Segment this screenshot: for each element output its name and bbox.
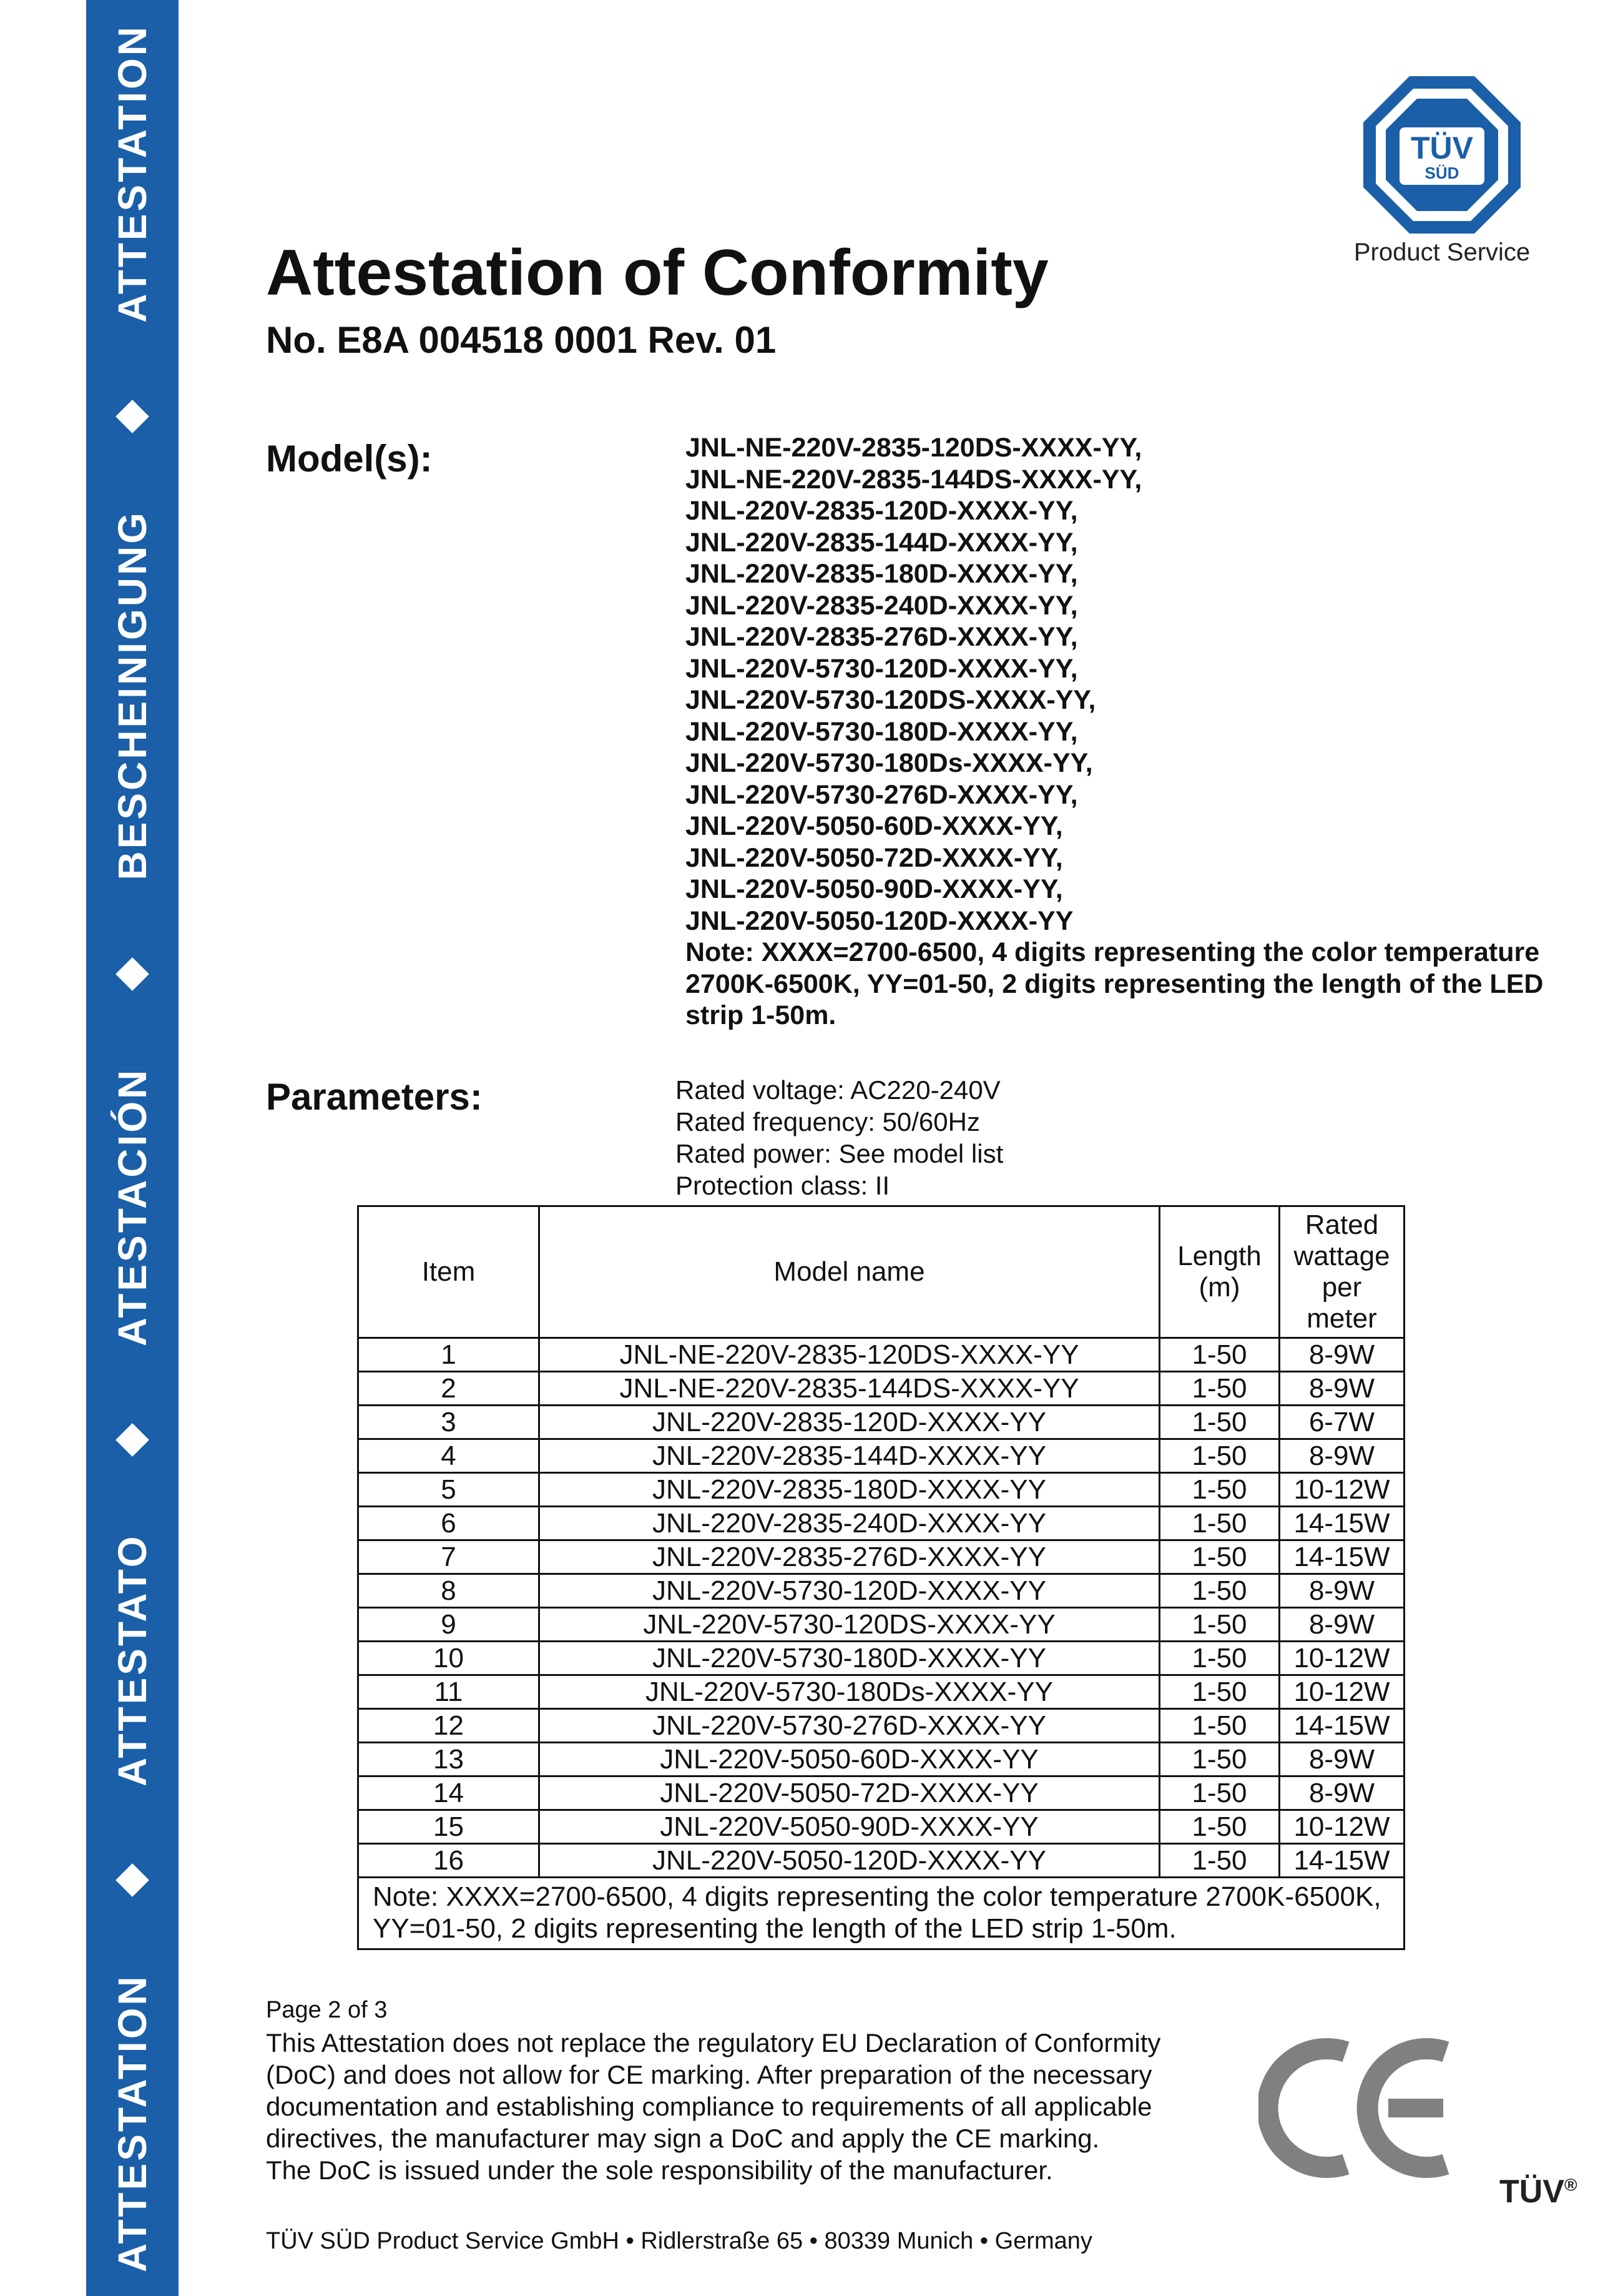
table-row	[358, 1439, 1405, 1473]
models-note: Note: XXXX=2700-6500, 4 digits representing the color temperature 2700K-6500K, YY=01-50, 2 digits representing the length of the LED strip 1-50m.	[685, 937, 1544, 1030]
item-cell: 3	[358, 1406, 539, 1439]
model-line: JNL-220V-5730-180Ds-XXXX-YY,	[685, 748, 1093, 778]
length-cell: 1-50	[1160, 1608, 1280, 1642]
item-cell: 5	[358, 1473, 539, 1507]
model-name-cell: JNL-220V-2835-180D-XXXX-YY	[539, 1473, 1160, 1507]
wattage-cell: 8-9W	[1280, 1743, 1405, 1776]
item-cell: 10	[358, 1642, 539, 1675]
model-line: JNL-NE-220V-2835-144DS-XXXX-YY,	[685, 464, 1142, 495]
model-line: JNL-220V-2835-144D-XXXX-YY,	[685, 527, 1078, 558]
model-name-cell: JNL-NE-220V-2835-120DS-XXXX-YY	[539, 1338, 1160, 1372]
model-name-cell: JNL-220V-2835-144D-XXXX-YY	[539, 1439, 1160, 1473]
length-cell: 1-50	[1160, 1507, 1280, 1540]
model-line: JNL-220V-2835-120D-XXXX-YY,	[685, 496, 1078, 526]
length-header-line: (m)	[1199, 1272, 1240, 1303]
length-cell: 1-50	[1160, 1574, 1280, 1608]
disclaimer-line: directives, the manufacturer may sign a DoC and apply the CE marking.	[266, 2124, 1100, 2153]
item-cell: 6	[358, 1507, 539, 1540]
document-number: No. E8A 004518 0001 Rev. 01	[266, 319, 777, 361]
length-cell: 1-50	[1160, 1372, 1280, 1406]
logo-sub-text: SÜD	[1424, 164, 1459, 182]
wattage-header-line: Rated	[1305, 1210, 1379, 1240]
diamond-icon	[115, 957, 149, 990]
item-cell: 2	[358, 1372, 539, 1406]
table-row	[358, 1743, 1405, 1776]
item-cell: 1	[358, 1338, 539, 1372]
model-line: JNL-220V-5730-276D-XXXX-YY,	[685, 779, 1078, 810]
table-note-row	[358, 1878, 1405, 1949]
table-row	[358, 1372, 1405, 1406]
models-label: Model(s):	[266, 438, 433, 480]
parameter-line: Rated frequency: 50/60Hz	[675, 1107, 980, 1136]
model-name-cell: JNL-220V-5730-180D-XXXX-YY	[539, 1642, 1160, 1675]
model-name-header: Model name	[539, 1206, 1160, 1338]
length-cell: 1-50	[1160, 1406, 1280, 1439]
wattage-cell: 14-15W	[1280, 1844, 1405, 1878]
item-cell: 12	[358, 1709, 539, 1743]
table-row	[358, 1507, 1405, 1540]
tuv-small-text: TÜV	[1499, 2174, 1564, 2210]
wattage-cell: 14-15W	[1280, 1709, 1405, 1743]
wattage-cell: 10-12W	[1280, 1642, 1405, 1675]
table-row	[358, 1810, 1405, 1844]
parameter-line: Rated power: See model list	[675, 1139, 1004, 1168]
table-note: Note: XXXX=2700-6500, 4 digits representing the color temperature 2700K-6500K, YY=01-50, 2 digits representing the length of the LED strip 1-50m.	[358, 1878, 1405, 1949]
length-cell: 1-50	[1160, 1776, 1280, 1810]
length-cell: 1-50	[1160, 1338, 1280, 1372]
table-header-row	[358, 1206, 1405, 1338]
disclaimer	[266, 2027, 1240, 2186]
length-cell: 1-50	[1160, 1810, 1280, 1844]
table-row	[358, 1675, 1405, 1709]
document-title: Attestation of Conformity	[266, 237, 1049, 309]
table-row	[358, 1776, 1405, 1810]
wattage-header-line: per	[1321, 1272, 1362, 1303]
length-cell: 1-50	[1160, 1439, 1280, 1473]
wattage-cell: 8-9W	[1280, 1776, 1405, 1810]
parameters-label: Parameters:	[266, 1076, 483, 1118]
wattage-cell: 6-7W	[1280, 1406, 1405, 1439]
model-name-cell: JNL-220V-2835-276D-XXXX-YY	[539, 1540, 1160, 1574]
wattage-header-line: meter	[1307, 1303, 1377, 1334]
tuv-sud-logo-icon	[1361, 74, 1523, 236]
item-cell: 13	[358, 1743, 539, 1776]
table-row	[358, 1574, 1405, 1608]
wattage-cell: 10-12W	[1280, 1810, 1405, 1844]
diamond-icon	[115, 1863, 149, 1897]
wattage-cell: 10-12W	[1280, 1675, 1405, 1709]
length-header-line: Length	[1177, 1241, 1262, 1271]
model-name-cell: JNL-220V-2835-240D-XXXX-YY	[539, 1507, 1160, 1540]
model-line: JNL-220V-2835-276D-XXXX-YY,	[685, 622, 1078, 652]
banner-word: ATTESTATION	[110, 1973, 155, 2272]
table-row	[358, 1338, 1405, 1372]
item-cell: 11	[358, 1675, 539, 1709]
logo-brand-text: TÜV	[1411, 131, 1473, 165]
wattage-cell: 8-9W	[1280, 1439, 1405, 1473]
item-cell: 14	[358, 1776, 539, 1810]
wattage-cell: 10-12W	[1280, 1473, 1405, 1507]
length-cell: 1-50	[1160, 1709, 1280, 1743]
parameter-line: Rated voltage: AC220-240V	[675, 1075, 1001, 1105]
tuv-small-mark	[1499, 2173, 1577, 2210]
disclaimer-line: documentation and establishing compliance to requirements of all applicable	[266, 2092, 1152, 2121]
wattage-cell: 8-9W	[1280, 1372, 1405, 1406]
model-name-cell: JNL-220V-5050-72D-XXXX-YY	[539, 1776, 1160, 1810]
wattage-cell: 14-15W	[1280, 1507, 1405, 1540]
item-cell: 7	[358, 1540, 539, 1574]
side-banner-text	[86, 24, 179, 2272]
wattage-header-line: wattage	[1293, 1241, 1390, 1271]
ce-mark-icon	[1258, 2033, 1464, 2183]
registered-mark: ®	[1564, 2175, 1577, 2195]
item-cell: 4	[358, 1439, 539, 1473]
table-row	[358, 1608, 1405, 1642]
footer-address: TÜV SÜD Product Service GmbH • Ridlerstraße 65 • 80339 Munich • Germany	[266, 2228, 1092, 2254]
diamond-icon	[115, 399, 149, 433]
model-name-cell: JNL-220V-2835-120D-XXXX-YY	[539, 1406, 1160, 1439]
parameters-list	[675, 1074, 1003, 1201]
wattage-cell: 8-9W	[1280, 1338, 1405, 1372]
disclaimer-line: The DoC is issued under the sole responsibility of the manufacturer.	[266, 2156, 1053, 2185]
wattage-cell: 8-9W	[1280, 1574, 1405, 1608]
models-list	[685, 432, 1547, 1032]
wattage-header	[1280, 1206, 1405, 1338]
length-cell: 1-50	[1160, 1844, 1280, 1878]
model-line: JNL-220V-5730-120D-XXXX-YY,	[685, 653, 1078, 684]
logo-caption: Product Service	[1353, 239, 1531, 266]
length-cell: 1-50	[1160, 1473, 1280, 1507]
model-name-cell: JNL-220V-5730-120DS-XXXX-YY	[539, 1608, 1160, 1642]
table-row	[358, 1406, 1405, 1439]
table-row	[358, 1642, 1405, 1675]
table-body	[358, 1338, 1405, 1949]
wattage-cell: 8-9W	[1280, 1608, 1405, 1642]
item-cell: 16	[358, 1844, 539, 1878]
table-row	[358, 1709, 1405, 1743]
banner-word: ATTESTATION	[110, 24, 155, 323]
banner-word: ATTESTATO	[110, 1533, 155, 1786]
model-line: JNL-220V-5730-180D-XXXX-YY,	[685, 716, 1078, 747]
model-line: JNL-220V-5730-120DS-XXXX-YY,	[685, 685, 1096, 715]
length-cell: 1-50	[1160, 1675, 1280, 1709]
model-name-cell: JNL-220V-5050-90D-XXXX-YY	[539, 1810, 1160, 1844]
model-line: JNL-220V-5050-60D-XXXX-YY,	[685, 811, 1063, 841]
model-name-cell: JNL-NE-220V-2835-144DS-XXXX-YY	[539, 1372, 1160, 1406]
wattage-cell: 14-15W	[1280, 1540, 1405, 1574]
model-table	[357, 1205, 1405, 1950]
item-cell: 15	[358, 1810, 539, 1844]
model-line: JNL-220V-5050-72D-XXXX-YY,	[685, 842, 1063, 873]
model-name-cell: JNL-220V-5730-276D-XXXX-YY	[539, 1709, 1160, 1743]
length-cell: 1-50	[1160, 1743, 1280, 1776]
model-line: JNL-220V-2835-240D-XXXX-YY,	[685, 590, 1078, 621]
table-row	[358, 1540, 1405, 1574]
model-name-cell: JNL-220V-5050-60D-XXXX-YY	[539, 1743, 1160, 1776]
model-name-cell: JNL-220V-5730-120D-XXXX-YY	[539, 1574, 1160, 1608]
table-row	[358, 1473, 1405, 1507]
item-cell: 8	[358, 1574, 539, 1608]
disclaimer-line: This Attestation does not replace the regulatory EU Declaration of Conformity	[266, 2028, 1161, 2057]
table-row	[358, 1844, 1405, 1878]
length-header	[1160, 1206, 1280, 1338]
model-line: JNL-220V-5050-90D-XXXX-YY,	[685, 874, 1063, 904]
side-banner	[86, 0, 179, 2296]
model-line: JNL-220V-5050-120D-XXXX-YY	[685, 905, 1074, 936]
model-name-cell: JNL-220V-5050-120D-XXXX-YY	[539, 1844, 1160, 1878]
parameter-line: Protection class: II	[675, 1171, 890, 1200]
banner-word: BESCHEINIGUNG	[110, 510, 155, 880]
page-number: Page 2 of 3	[266, 1997, 388, 2023]
banner-word: ATESTACIÓN	[110, 1067, 155, 1346]
length-cell: 1-50	[1160, 1540, 1280, 1574]
model-line: JNL-NE-220V-2835-120DS-XXXX-YY,	[685, 433, 1142, 463]
item-cell: 9	[358, 1608, 539, 1642]
model-name-cell: JNL-220V-5730-180Ds-XXXX-YY	[539, 1675, 1160, 1709]
diamond-icon	[115, 1423, 149, 1457]
item-header: Item	[358, 1206, 539, 1338]
length-cell: 1-50	[1160, 1642, 1280, 1675]
model-line: JNL-220V-2835-180D-XXXX-YY,	[685, 559, 1078, 589]
disclaimer-line: (DoC) and does not allow for CE marking. After preparation of the necessary	[266, 2060, 1152, 2089]
